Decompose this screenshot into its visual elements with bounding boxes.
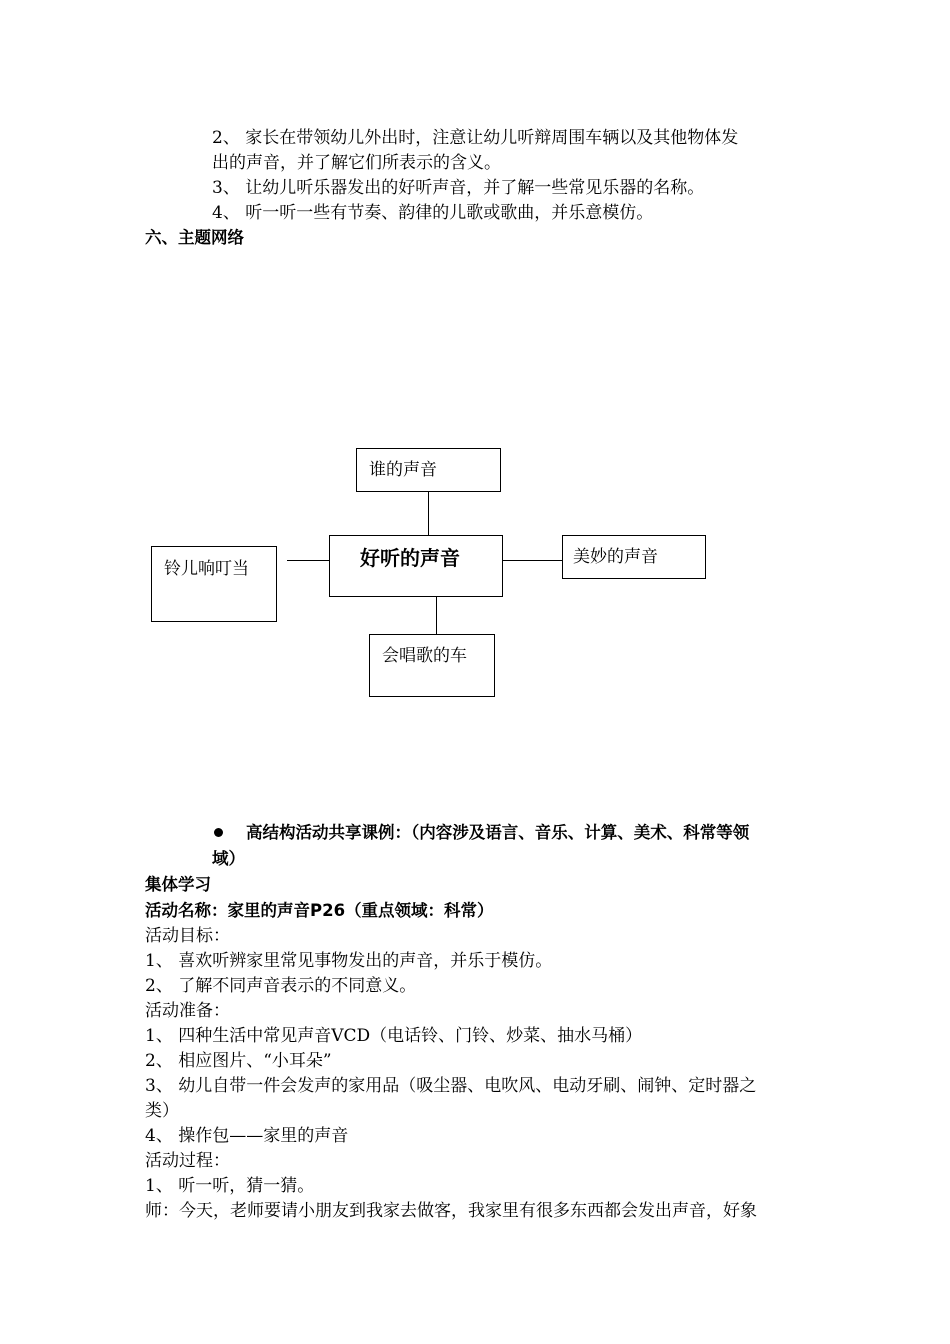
process-item: 1、 听一听，猜一猜。	[145, 1176, 315, 1196]
bullet-text-line2: 域）	[212, 849, 245, 868]
list-item-2-line2: 出的声音，并了解它们所表示的含义。	[212, 153, 501, 173]
section-heading: 六、主题网络	[145, 228, 244, 247]
process-label: 活动过程：	[145, 1151, 230, 1171]
node-left	[151, 546, 277, 622]
node-center	[329, 535, 503, 597]
node-center-label: 好听的声音	[360, 546, 460, 570]
prep-item: 3、 幼儿自带一件会发声的家用品（吸尘器、电吹风、电动牙刷、闹钟、定时器之	[145, 1076, 757, 1096]
node-bottom	[369, 634, 495, 697]
group-study-heading: 集体学习	[145, 875, 211, 894]
bullet-text-line1: 高结构活动共享课例：（内容涉及语言、音乐、计算、美术、科常等领	[246, 823, 750, 842]
node-left-label: 铃儿响叮当	[164, 559, 249, 579]
prep-item: 类）	[145, 1101, 179, 1121]
bullet-dot	[214, 828, 223, 837]
goal-item: 1、 喜欢听辨家里常见事物发出的声音，并乐于模仿。	[145, 951, 553, 971]
connector-right	[503, 560, 562, 561]
prep-item: 4、 操作包——家里的声音	[145, 1126, 349, 1146]
list-item-3: 3、 让幼儿听乐器发出的好听声音，并了解一些常见乐器的名称。	[212, 178, 705, 198]
connector-left	[287, 560, 329, 561]
connector-top	[428, 492, 429, 535]
list-item-2-line1: 2、 家长在带领幼儿外出时，注意让幼儿听辩周围车辆以及其他物体发	[212, 128, 739, 148]
node-top	[356, 448, 501, 492]
prep-item: 2、 相应图片、“小耳朵”	[145, 1051, 332, 1071]
process-item: 师：今天，老师要请小朋友到我家去做客，我家里有很多东西都会发出声音，好象	[145, 1201, 757, 1221]
goal-item: 2、 了解不同声音表示的不同意义。	[145, 976, 417, 996]
prep-item: 1、 四种生活中常见声音VCD（电话铃、门铃、炒菜、抽水马桶）	[145, 1026, 643, 1046]
node-right-label: 美妙的声音	[573, 547, 658, 567]
goals-label: 活动目标：	[145, 926, 230, 946]
node-top-label: 谁的声音	[369, 460, 437, 480]
node-bottom-label: 会唱歌的车	[382, 646, 467, 666]
connector-bottom	[436, 597, 437, 634]
list-item-4: 4、 听一听一些有节奏、韵律的儿歌或歌曲，并乐意模仿。	[212, 203, 654, 223]
node-right	[562, 535, 706, 579]
prep-label: 活动准备：	[145, 1001, 230, 1021]
activity-name: 活动名称：家里的声音P26（重点领域：科常）	[145, 901, 494, 920]
